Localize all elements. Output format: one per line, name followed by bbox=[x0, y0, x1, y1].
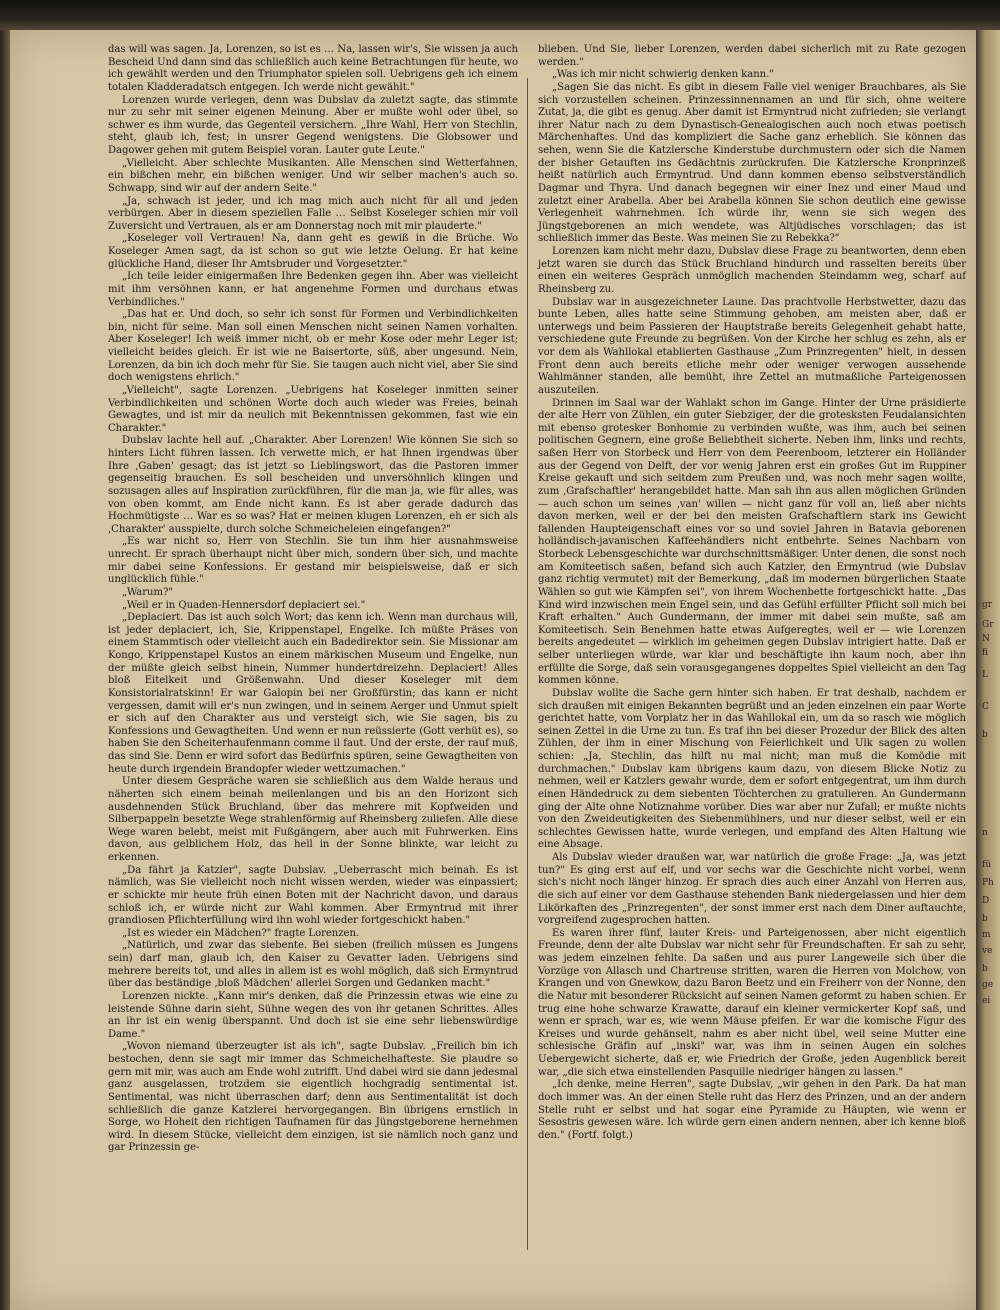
paragraph: Unter diesem Gespräche waren sie schließlich aus dem Walde heraus und näherten sich einem beinah meilenlangen und bis an den Horizont sich ausdehnenden Stück Bruchland, über das mehrere mit Kopfweiden und Silberpappeln besetzte Wege strahlenförmig auf Rheinsberg zuliefen. Alle diese Wege waren belebt, meist mit Fußgängern, aber auch mit Fuhrwerken. Eins davon, aus gelblichem Holz, das hell in der Sonne blinkte, war leicht zu erkennen. bbox=[108, 776, 518, 863]
paragraph: „Ja, schwach ist jeder, und ich mag mich auch nicht für all und jeden verbürgen. Aber in diesem speziellen Falle … Selbst Koseleger schien mir voll Zuversicht und Vertrauen, als er am Donnerstag noch mit mir plauderte." bbox=[108, 195, 518, 232]
paragraph: „Es war nicht so, Herr von Stechlin. Sie tun ihm hier ausnahmsweise unrecht. Er sprach überhaupt nicht über mich, sondern über sich, und machte mir dabei seine Konfessions. Er gestand mir beispielsweise, daß er sich unglücklich fühle." bbox=[108, 536, 518, 586]
margin-fragment: ve bbox=[982, 946, 993, 956]
paragraph: Lorenzen wurde verlegen, denn was Dubslav da zuletzt sagte, das stimmte nur zu sehr mit seiner eigenen Meinung. Aber er mußte wohl oder übel, so schwer es ihm wurde, das Gegenteil versichern. „Ihre Wahl, Herr von Stechlin, steht, glaub ich, fest; in unsrer Gegend wenigstens. Die Globsower und Dagower gehen mit gutem Beispiel voran. Lauter gute Leute." bbox=[108, 94, 518, 156]
paragraph: „Was ich mir nicht schwierig denken kann." bbox=[552, 69, 774, 81]
paragraph: Lorenzen kam nicht mehr dazu, Dubslav diese Frage zu beantworten, denn eben jetzt waren sie durch das Stück Bruchland hindurch und rasselten bereits über einen ein weiteres Gespräch unmöglich machenden Steindamm weg, scharf auf Rheinsberg zu. bbox=[538, 246, 966, 295]
paragraph: Dubslav war in ausgezeichneter Laune. Das prachtvolle Herbstwetter, dazu das bunte Leben, alles hatte seine Stimmung gehoben, am meisten aber, daß er unterwegs und beim Passieren der Hauptstraße bereits Gelegenheit gehabt hatte, verschiedene gute Freunde zu begrüßen. Von der Kirche her schlug es zehn, als er vor dem als Wahllokal etablierten Gasthause „Zum Prinzregenten" hielt, in dessen Front denn auch bereits etliche mehr oder weniger verwogen aussehende Wahlmänner standen, alle bemüht, ihre Zettel an mutmaßliche Parteigenossen auszuteilen. bbox=[538, 296, 966, 396]
margin-fragment: ei bbox=[982, 996, 991, 1006]
paragraph: Dubslav lachte hell auf. „Charakter. Aber Lorenzen! Wie können Sie sich so hinters Licht führen lassen. Ich verwette mich, er hat Ihnen irgendwas über Ihre ‚Gaben' gesagt; das ist jetzt so Lieblingswort, das die Pastoren immer gegenseitig brauchen. Es soll bescheiden und unversöhnlich klingen und sozusagen alles auf Inspiration zurückführen, für die man ja, wie für alles, was von oben kommt, am Ende nicht kann. Es ist aber gerade dadurch das Hochmütigste … War es so was? Hat er meinen klugen Lorenzen, eh er sich als ‚Charakter' ausspielte, durch solche Schmeicheleien eingefangen?" bbox=[108, 435, 518, 535]
paragraph: „Wovon niemand überzeugter ist als ich", sagte Dubslav. „Freilich bin ich bestochen, denn sie sagt mir immer das Schmeichelhafteste. Sie plaudre so gern mit mir, was auch am Ende wohl zutrifft. Und dabei wird sie dann jedesmal ganz ausgelassen, trotzdem sie eigentlich hochgradig sentimental ist. Sentimental, was nicht überraschen darf; denn aus Sentimentalität ist doch schließlich die ganze Katzlerei hervorgegangen. Bin übrigens ernstlich in Sorge, wo Hoheit den richtigen Taufnamen für das Jüngstgeborene hernehmen wird. In diesem Stücke, vielleicht dem einzigen, ist sie nämlich noch ganz und gar Prinzessin ge- bbox=[108, 1041, 518, 1154]
margin-fragment: Gr bbox=[982, 620, 994, 630]
paragraph: „Da fährt ja Katzler", sagte Dubslav. „Ueberrascht mich beinah. Es ist nämlich, was Sie vielleicht noch nicht wissen werden, wieder was einpassiert; er schickte mir heute früh einen Boten mit der Nachricht davon, und daraus schloß ich, er würde nicht zur Wahl kommen. Aber Ermyntrud mit ihrer grandiosen Pflichterfüllung wird ihn wohl wieder fortgeschickt haben." bbox=[108, 864, 518, 927]
paragraph: „Ich teile leider einigermaßen Ihre Bedenken gegen ihn. Aber was vielleicht mit ihm versöhnen kann, er hat angenehme Formen und durchaus etwas Verbindliches." bbox=[108, 271, 518, 308]
paragraph: das will was sagen. Ja, Lorenzen, so ist es … Na, lassen wir's, Sie wissen ja auch Bescheid Und dann sind das schließlich auch keine Betrachtungen für heute, wo ich gewählt werden und den Triumphator spielen soll. Uebrigens geh ich einem totalen Kladderadatsch entgegen. Ich werde nicht gewählt." bbox=[108, 44, 518, 93]
paragraph: „Natürlich, und zwar das siebente. Bei sieben (freilich müssen es Jungens sein) darf man, glaub ich, den Kaiser zu Gevatter laden. Uebrigens sind mehrere bereits tot, und alles in allem ist es wohl möglich, daß sich Ermyntrud über das beständige ‚bloß Mädchen' allerlei Sorgen und Gedanken macht." bbox=[108, 940, 518, 990]
margin-fragment: b bbox=[982, 914, 988, 924]
paragraph: Lorenzen nickte. „Kann mir's denken, daß die Prinzessin etwas wie eine zu leistende Sühne darin sieht, Sühne wegen des von ihr getanen Schrittes. Alles an ihr ist ein wenig überspannt. Und doch ist sie eine sehr liebenswürdige Dame." bbox=[108, 990, 518, 1040]
margin-fragment: fi bbox=[982, 648, 989, 658]
margin-fragment: b bbox=[982, 964, 988, 974]
margin-fragment: L bbox=[982, 670, 988, 680]
paragraph: Als Dubslav wieder draußen war, war natürlich die große Frage: „Ja, was jetzt tun?" Es ging erst auf elf, und vor sechs war die Geschichte nicht vorbei, wenn sich's nicht noch länger hinzog. Er sprach dies auch einer Anzahl von Herren aus, die sich auf einer vor dem Gasthause stehenden Bank niedergelassen und hier dem Likörkaften des „Prinzregenten", der sonst immer erst nach dem Diner auftauchte, vorgreifend zugesprochen hatten. bbox=[538, 852, 966, 927]
scan-top-edge bbox=[0, 0, 1000, 32]
margin-fragment: fü bbox=[982, 860, 992, 870]
paragraph: Dubslav wollte die Sache gern hinter sich haben. Er trat deshalb, nachdem er sich draußen mit einigen Bekannten begrüßt und an jeden einzelnen ein paar Worte gerichtet hatte, vom Vorplatz her in das Wahllokal ein, um da so rasch wie möglich seinen Zettel in die Urne zu tun. Es traf ihn bei dieser Prozedur der Blick des alten Zühlen, der ihm in einer Mischung von Feierlichkeit und Ulk sagen zu wollen schien: „Ja, Stechlin, das hilft nu mal nicht; man muß die Komödie mit durchmachen." Dubslav kam übrigens kaum dazu, von diesem Blicke Notiz zu nehmen, weil er Katzlers gewahr wurde, dem er sofort entgegentrat, um ihm durch einen Händedruck zu dem siebenten Töchterchen zu gratulieren. An Gundermann ging der Alte ohne Notiznahme vorüber. Dies war aber nur Zufall; er mußte nichts von den Zweideutigkeiten des Siebenmühlners, und nur dieser selbst, weil er ein schlechtes Gewissen hatte, wurde verlegen, und empfand des Alten Haltung wie eine Absage. bbox=[538, 687, 966, 851]
margin-fragment: N bbox=[982, 634, 990, 644]
paragraph: „Deplaciert. Das ist auch solch Wort; das kenn ich. Wenn man durchaus will, ist jeder deplaciert, ich, Sie, Krippenstapel, Engelke. Ich müßte Präses von einem Stammtisch oder vielleicht auch ein Badedirektor sein. Sie Missionar am Kongo, Krippenstapel Kustos an einem märkischen Museum und Engelke, nun der müßte gleich selbst hinein, Nummer hundertdreizehn. Deplaciert! Alles bloß Eitelkeit und Größenwahn. Und dieser Koseleger mit dem Konsistorialratskinn! Er war Galopin bei ner Großfürstin; das kann er nicht vergessen, damit will er's nun zwingen, und in seinem Aerger und Unmut spielt er sich auf den Charakter aus und versteigt sich, wie Sie sagen, bis zu Konfessions und Gewagtheiten. Und wenn er nun reüssierte (Gott verhüt es), so haben Sie den Scheiterhaufenmann comme il faut. Und der erste, der rauf muß, das sind Sie. Denn er wird sofort das Bedürfnis spüren, seine Gewagtheiten von heute durch irgendein Brandopfer wieder wettzumachen." bbox=[108, 612, 518, 775]
paragraph: „Sagen Sie das nicht. Es gibt in diesem Falle viel weniger Brauchbares, als Sie sich vorzustellen scheinen. Prinzessinnennamen an und für sich, ohne weitere Zutat, ja, die gibt es genug. Aber damit ist Ermyntrud nicht zufrieden; sie verlangt ihrer Natur nach zu dem Dynastisch-Genealogischen auch noch etwas poetisch Märchenhaftes. Und das kompliziert die Sache ganz erheblich. Sie können das sehen, wenn Sie die Katzlersche Kinderstube durchmustern oder sich die Namen der bisher Getauften ins Gedächtnis zurückrufen. Die Katzlersche Kronprinzeß heißt natürlich auch Ermyntrud. Und dann kommen ebenso selbstverständlich Dagmar und Thyra. Und danach begegnen wir einer Inez und einer Maud und zuletzt einer Arabella. Aber bei Arabella können Sie schon deutlich eine gewisse Verlegenheit wahrnehmen. Ich würde ihr, wenn sie sich wegen des Jüngstgeborenen an mich wendete, was Altjüdisches vorschlagen; das ist schließlich immer das Beste. Was meinen Sie zu Rebekka?" bbox=[538, 81, 966, 245]
margin-fragment: gr bbox=[982, 600, 993, 610]
right-column bbox=[538, 44, 966, 1142]
margin-fragment: b bbox=[982, 730, 988, 740]
margin-fragment: Ph bbox=[982, 878, 994, 888]
paragraph: Drinnen im Saal war der Wahlakt schon im Gange. Hinter der Urne präsidierte der alte Herr von Zühlen, ein guter Siebziger, der die grotesksten Feudalansichten mit ebenso grotesker Bonhomie zu verbinden wußte, was ihm, auch bei seinen politischen Gegnern, eine große Beliebtheit sicherte. Neben ihm, links und rechts, saßen Herr von Storbeck und Herr von dem Peerenboom, letzterer ein Holländer aus der Gegend von Delft, der vor wenig Jahren erst ein großes Gut im Ruppiner Kreise gekauft und sich seitdem zum Preußen und, was noch mehr sagen wollte, zum ‚Grafschaftler' herangebildet hatte. Man sah ihn aus allen möglichen Gründen — auch schon um seines ‚van' willen — nicht ganz für voll an, ließ aber nichts davon merken, weil er der bei den meisten Grafschaftlern stark ins Gewicht fallenden Haupteigenschaft eines vor so und soviel Jahren in Batavia geborenen holländisch-javanischen Kaffeehändlers nicht entbehrte. Seines Nachbarn von Storbeck Lebensgeschichte war durchschnittsmäßiger. Unter denen, die sonst noch am Komiteetisch saßen, befand sich auch Katzler, den Ermyntrud (wie Dubslav ganz richtig vermutet) mit der Bemerkung, „daß im modernen bürgerlichen Staate Wählen so gut wie Kämpfen sei", von ihrem Wochenbette fortgeschickt hatte. „Das Kind wird inzwischen mein Engel sein, und das Gefühl erfüllter Pflicht soll mich bei Kraft erhalten." Auch Gundermann, der immer mit dabei sein mußte, saß am Komiteetisch. Sein Benehmen hatte etwas Aufgeregtes, weil er — wie Lorenzen bereits angedeutet — wirklich im geheimen gegen Dubslav intrigiert hatte. Daß er selber unterliegen würde, war klar und beschäftigte ihn kaum noch, aber ihn erfüllte die Sorge, daß sein vorausgegangenes doppeltes Spiel vielleicht an den Tag kommen könne. bbox=[538, 397, 966, 687]
paragraph: „Koseleger voll Vertrauen! Na, dann geht es gewiß in die Brüche. Wo Koseleger Amen sagt, da ist schon so gut wie letzte Oelung. Er hat keine glückliche Hand, dieser Ihr Amtsbruder und Vorgesetzter." bbox=[108, 233, 518, 270]
paragraph: „Vielleicht. Aber schlechte Musikanten. Alle Menschen sind Wetterfahnen, ein bißchen mehr, ein bißchen weniger. Und wir selber machen's auch so. Schwapp, sind wir auf der andern Seite." bbox=[108, 157, 518, 194]
paragraph: „Weil er in Quaden-Hennersdorf deplaciert sei." bbox=[122, 599, 366, 611]
margin-fragment: ge bbox=[982, 980, 994, 990]
margin-fragment: D bbox=[982, 896, 990, 906]
margin-fragment: n bbox=[982, 828, 988, 838]
paragraph: „Vielleicht", sagte Lorenzen. „Uebrigens hat Koseleger inmitten seiner Verbindlichkeiten und schönen Worte doch auch wieder was Freies, beinah Gewagtes, und ist mir da neulich mit Bekenntnissen gekommen, fast wie ein Charakter." bbox=[108, 384, 518, 434]
margin-fragment: m bbox=[982, 930, 991, 940]
paragraph: Es waren ihrer fünf, lauter Kreis- und Parteigenossen, aber nicht eigentlich Freunde, denn der alte Dubslav war nicht sehr für Freundschaften. Er sah zu sehr, was jedem einzelnen fehlte. Da saßen und aus purer Langeweile sich über die Vorzüge von Allasch und Chartreuse stritten, waren die Herren von Molchow, von Krangen und von Gnewkow, dazu Baron Beetz und ein Freiherr von der Nonne, den die Natur mit besonderer Rücksicht auf seinen Namen geformt zu haben schien. Er trug eine hohe schwarze Krawatte, darauf ein kleiner vermickerter Kopf saß, und wenn er sprach, war es, wie wenn Mäuse pfeifen. Er war die komische Figur des Kreises und wurde gehänselt, nahm es aber nicht übel, weil seine Mutter eine schlesische Gräfin auf „inski" war, was ihm in seinen Augen ein solches Uebergewicht sicherte, daß er, wie Friedrich der Große, jeden Augenblick bereit war, „die sich etwa einstellenden Pasquille niedriger hängen zu lassen." bbox=[538, 927, 966, 1078]
paragraph: „Warum?" bbox=[122, 586, 173, 598]
margin-fragment: C bbox=[982, 702, 989, 712]
column-divider bbox=[527, 78, 528, 1250]
paragraph: blieben. Und Sie, lieber Lorenzen, werden dabei sicherlich mit zu Rate gezogen werden." bbox=[538, 44, 966, 68]
paragraph: „Ich denke, meine Herren", sagte Dubslav, „wir gehen in den Park. Da hat man doch immer was. An der einen Stelle ruht das Herz des Prinzen, und an der andern Stelle ruht er selbst und hat sogar eine Pyramide zu Häupten, wie wenn er Sesostris gewesen wäre. Ich würde gern einen andern nennen, aber ich kenne bloß den." (Fortf. folgt.) bbox=[538, 1079, 966, 1141]
left-column bbox=[108, 44, 518, 1155]
adjacent-page-edge bbox=[976, 30, 1000, 1310]
paragraph: „Ist es wieder ein Mädchen?" fragte Lorenzen. bbox=[122, 927, 360, 939]
paragraph: „Das hat er. Und doch, so sehr ich sonst für Formen und Verbindlichkeiten bin, nicht für seine. Man soll einen Menschen nicht seinen Namen vorhalten. Aber Koseleger! Ich weiß immer nicht, ob er mehr Kose oder mehr Leger ist; vielleicht beides gleich. Er ist wie ne Baisertorte, süß, aber ungesund. Nein, Lorenzen, da bin ich doch mehr für Sie. Sie taugen auch nicht viel, aber Sie sind doch wenigstens ehrlich." bbox=[108, 309, 518, 384]
